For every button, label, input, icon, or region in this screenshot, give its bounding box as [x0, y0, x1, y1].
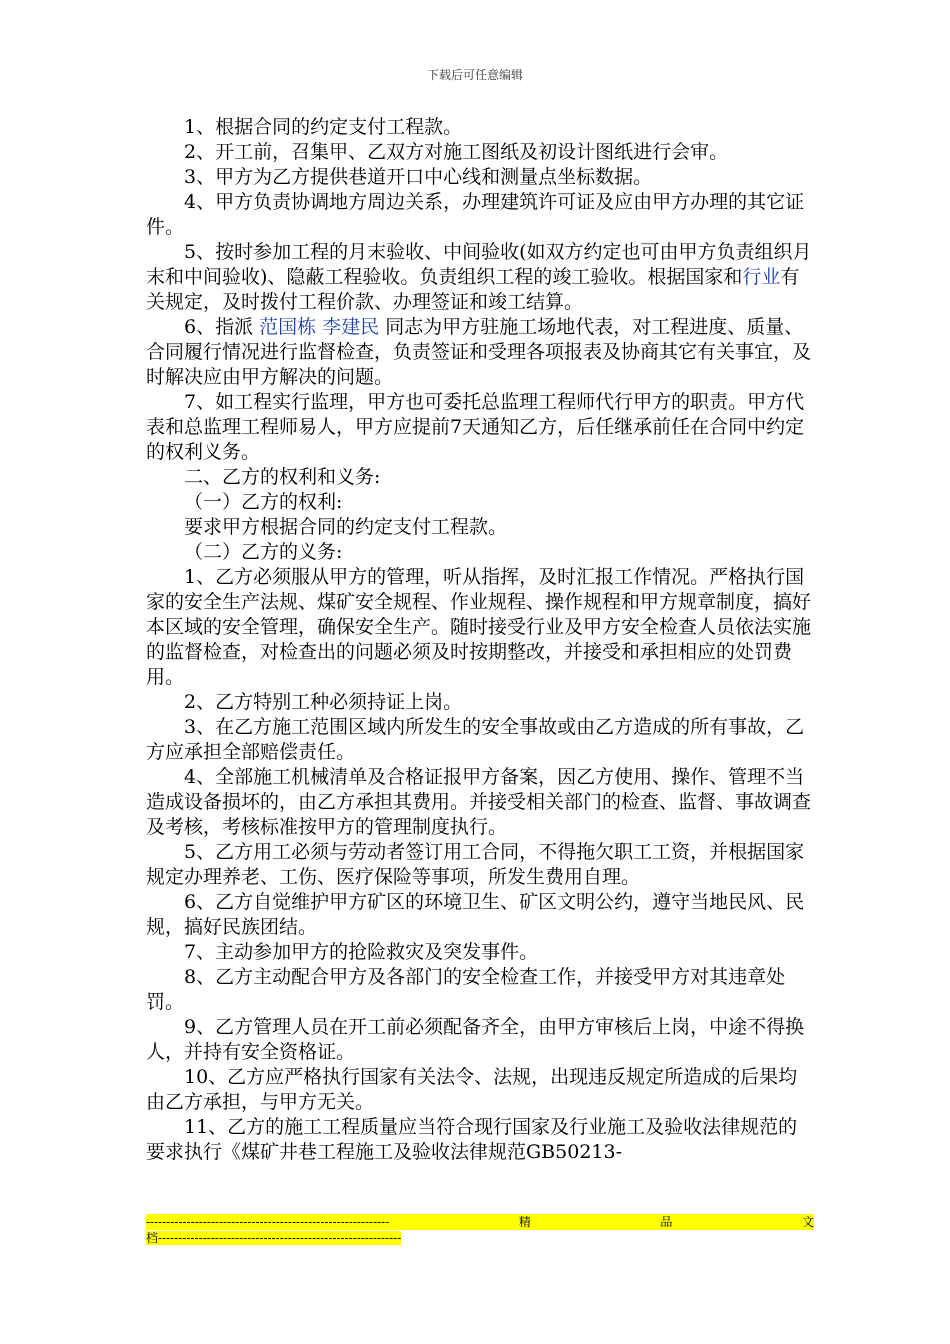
- paragraph-text: 2、乙方特别工种必须持证上岗。: [184, 691, 463, 713]
- footer-line-2: [146, 1230, 814, 1246]
- paragraph-text: 3、甲方为乙方提供巷道开口中心线和测量点坐标数据。: [184, 166, 653, 188]
- paragraph: [146, 765, 814, 840]
- document-body: [146, 115, 814, 1165]
- paragraph-text: 6、指派: [184, 316, 260, 338]
- paragraph-text: 5、乙方用工必须与劳动者签订用工合同，不得拖欠职工工资，并根据国家规定办理养老、工伤、医疗保险等事项，所发生费用自理。: [146, 841, 805, 888]
- footer-char: 文: [801, 1215, 814, 1229]
- paragraph: [146, 965, 814, 1015]
- paragraph: [146, 140, 814, 165]
- paragraph-text: 有关规定，及时拨付工程价款、办理签证和竣工结算。: [146, 266, 800, 313]
- paragraph: [146, 240, 814, 315]
- paragraph-text: 要求甲方根据合同的约定支付工程款。: [184, 516, 508, 538]
- footer-dashes: ------------------------------------------------------------: [146, 1215, 390, 1229]
- paragraph-text: 1、乙方必须服从甲方的管理，听从指挥，及时汇报工作情况。严格执行国家的安全生产法规、煤矿安全规程、作业规程、操作规程和甲方规章制度，搞好本区域的安全管理，确保安全生产。随时接受行业及甲方安全检查人员依法实施的监督检查，对检查出的问题必须及时按期整改，并接受和承担相应的处罚费用。: [146, 566, 812, 688]
- footer-dashes: ------------------------------------------------------------: [158, 1231, 402, 1245]
- paragraph: [146, 465, 814, 490]
- paragraph-text: 3、在乙方施工范围区域内所发生的安全事故或由乙方造成的所有事故，乙方应承担全部赔偿责任。: [146, 716, 805, 763]
- paragraph: [146, 165, 814, 190]
- paragraph-text: 2、开工前，召集甲、乙双方对施工图纸及初设计图纸进行会审。: [184, 141, 729, 163]
- paragraph: [146, 565, 814, 690]
- highlighted-text[interactable]: 范国栋 李建民: [259, 316, 380, 338]
- paragraph: [146, 940, 814, 965]
- paragraph-text: 5、按时参加工程的月末验收、中间验收(如双方约定也可由甲方负责组织月末和中间验收)、隐蔽工程验收。负责组织工程的竣工验收。根据国家和: [146, 241, 812, 288]
- paragraph: [146, 390, 814, 465]
- page-footer: [146, 1214, 814, 1246]
- footer-line-1: [146, 1214, 814, 1230]
- paragraph-text: （二）乙方的义务:: [184, 541, 343, 563]
- paragraph-text: 11、乙方的施工工程质量应当符合现行国家及行业施工及验收法律规范的要求执行《煤矿井巷工程施工及验收法律规范GB50213-: [146, 1116, 798, 1163]
- paragraph-text: （一）乙方的权利:: [184, 491, 343, 513]
- paragraph-text: 6、乙方自觉维护甲方矿区的环境卫生、矿区文明公约，遵守当地民风、民规，搞好民族团结。: [146, 891, 805, 938]
- footer-char: 品: [660, 1215, 673, 1229]
- paragraph: [146, 1015, 814, 1065]
- footer-char: 档: [146, 1231, 159, 1245]
- paragraph: [146, 1115, 814, 1165]
- paragraph-text: 8、乙方主动配合甲方及各部门的安全检查工作，并接受甲方对其违章处罚。: [146, 966, 786, 1013]
- paragraph: [146, 115, 814, 140]
- paragraph-text: 二、乙方的权利和义务:: [184, 466, 381, 488]
- paragraph: [146, 315, 814, 390]
- highlighted-text[interactable]: 行业: [742, 266, 781, 288]
- paragraph: [146, 540, 814, 565]
- paragraph: [146, 1065, 814, 1115]
- paragraph-text: 7、主动参加甲方的抢险救灾及突发事件。: [184, 941, 539, 963]
- paragraph-text: 同志为甲方驻施工场地代表，对工程进度、质量、合同履行情况进行监督检查，负责签证和受理各项报表及协商其它有关事宜，及时解决应由甲方解决的问题。: [146, 316, 812, 388]
- paragraph: [146, 715, 814, 765]
- paragraph: [146, 690, 814, 715]
- paragraph-text: 4、甲方负责协调地方周边关系，办理建筑许可证及应由甲方办理的其它证件。: [146, 191, 805, 238]
- footer-char: 精: [518, 1215, 531, 1229]
- paragraph-text: 9、乙方管理人员在开工前必须配备齐全，由甲方审核后上岗，中途不得换人，并持有安全资格证。: [146, 1016, 805, 1063]
- paragraph-text: 7、如工程实行监理，甲方也可委托总监理工程师代行甲方的职责。甲方代表和总监理工程师易人，甲方应提前7天通知乙方，后任继承前任在合同中约定的权利义务。: [146, 391, 805, 463]
- paragraph-text: 1、根据合同的约定支付工程款。: [184, 116, 463, 138]
- page-header: 下载后可任意编辑: [426, 68, 523, 82]
- paragraph: [146, 840, 814, 890]
- paragraph: [146, 190, 814, 240]
- paragraph: [146, 890, 814, 940]
- paragraph-text: 4、全部施工机械清单及合格证报甲方备案，因乙方使用、操作、管理不当造成设备损坏的，由乙方承担其费用。并接受相关部门的检查、监督、事故调查及考核，考核标准按甲方的管理制度执行。: [146, 766, 812, 838]
- paragraph-text: 10、乙方应严格执行国家有关法令、法规，出现违反规定所造成的后果均由乙方承担，与甲方无关。: [146, 1066, 798, 1113]
- paragraph: [146, 515, 814, 540]
- paragraph: [146, 490, 814, 515]
